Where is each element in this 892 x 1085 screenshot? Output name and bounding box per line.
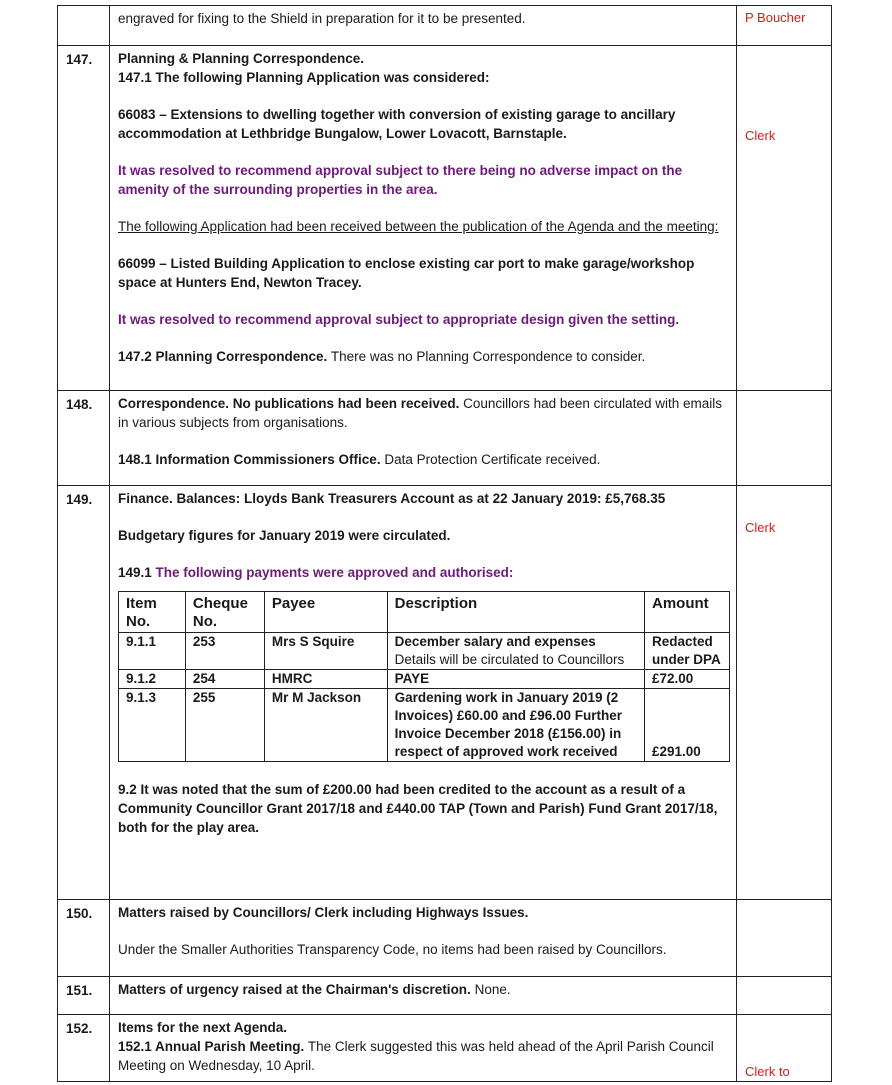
grant-note: 9.2 It was noted that the sum of £200.00 had been credited to the account as a result of a Community Councillor Grant 2017/18 and £440.00 TAP (Town and Parish) Fund Grant 2017/18, both for the play area. [118,782,718,835]
sub-heading: 147.1 The following Planning Application was considered: [118,70,490,85]
item-number: 152. [66,1021,93,1036]
column-header: Description [387,592,644,633]
late-application-note: The following Application had been received between the publication of the Agenda and the meeting: [118,219,719,234]
payment-cheque: 254 [185,670,264,689]
payment-payee: HMRC [264,670,387,689]
payments-intro: 149.1 The following payments were approved and authorised: [118,565,514,580]
item-number: 148. [66,397,93,412]
item-number: 147. [66,52,93,67]
minutes-table [57,5,832,1082]
item-heading: Items for the next Agenda. [118,1020,288,1035]
item-number: 150. [66,906,93,921]
planning-correspondence: 147.2 Planning Correspondence. There was no Planning Correspondence to consider. [118,349,646,364]
item-text: 152.1 Annual Parish Meeting. The Clerk suggested this was held ahead of the April Parish Council Meeting on Wednesday, 10 April. [118,1039,714,1073]
minutes-row-151 [58,977,832,1015]
column-header: Payee [264,592,387,633]
action-owner: Clerk [745,128,776,143]
planning-application: 66099 – Listed Building Application to enclose existing car port to make garage/workshop space at Hunters End, Newton Tracey. [118,256,695,290]
payments-table [118,591,730,762]
correspondence-text: Correspondence. No publications had been received. Councillors had been circulated with emails in various subjects from organisations. [118,396,722,430]
minutes-row-150 [58,900,832,977]
action-cell [737,977,832,1015]
resolution: It was resolved to recommend approval subject to appropriate design given the setting. [118,312,680,327]
minutes-page [57,5,831,1082]
minutes-row-149 [58,486,832,900]
payment-cheque: 253 [185,633,264,670]
payment-item: 9.1.1 [119,633,186,670]
action-owner: Clerk to [745,1064,790,1079]
payment-row [119,689,730,762]
minutes-row-continuation [58,6,832,46]
column-header: Item No. [119,592,186,633]
item-number: 149. [66,492,93,507]
budget-line: Budgetary figures for January 2019 were circulated. [118,528,451,543]
item-text: Matters of urgency raised at the Chairman's discretion. None. [118,982,511,997]
action-cell [737,391,832,486]
payment-description: Gardening work in January 2019 (2 Invoices) £60.00 and £96.00 Further Invoice December 2018 (£156.00) in respect of approved work received [387,689,644,762]
minutes-row-147 [58,46,832,391]
action-cell [737,6,832,46]
action-owner: Clerk [745,520,776,535]
column-header: Amount [645,592,730,633]
item-number: 151. [66,983,93,998]
item-number-cell [58,6,110,46]
payment-description-note: Details will be circulated to Councillors [394,652,625,667]
payment-payee: Mr M Jackson [264,689,387,762]
payments-header-row [119,592,730,633]
resolution: It was resolved to recommend approval subject to there being no adverse impact on the amenity of the surrounding properties in the area. [118,163,683,197]
payment-item: 9.1.2 [119,670,186,689]
payment-amount: £72.00 [645,670,730,689]
payment-item: 9.1.3 [119,689,186,762]
ico-note: 148.1 Information Commissioners Office. Data Protection Certificate received. [118,452,601,467]
continuation-text: engraved for fixing to the Shield in preparation for it to be presented. [118,11,526,26]
payment-row [119,670,730,689]
payment-payee: Mrs S Squire [264,633,387,670]
payment-amount: £291.00 [645,689,730,762]
item-heading: Planning & Planning Correspondence. [118,51,365,66]
item-text: Under the Smaller Authorities Transparency Code, no items had been raised by Councillors. [118,942,667,957]
payment-description: December salary and expenses Details will be circulated to Councillors [387,633,644,670]
minutes-row-152 [58,1015,832,1082]
action-owner: P Boucher [745,10,806,25]
payment-row [119,633,730,670]
payment-cheque: 255 [185,689,264,762]
planning-application: 66083 – Extensions to dwelling together with conversion of existing garage to ancillary accommodation at Lethbridge Bungalow, Lower Lovacott, Barnstaple. [118,107,676,141]
payment-description: PAYE [387,670,644,689]
minutes-row-148 [58,391,832,486]
item-heading: Matters raised by Councillors/ Clerk including Highways Issues. [118,905,529,920]
column-header: Cheque No. [185,592,264,633]
action-cell [737,900,832,977]
payment-amount: Redacted under DPA [645,633,730,670]
balances-line: Finance. Balances: Lloyds Bank Treasurers Account as at 22 January 2019: £5,768.35 [118,491,666,506]
